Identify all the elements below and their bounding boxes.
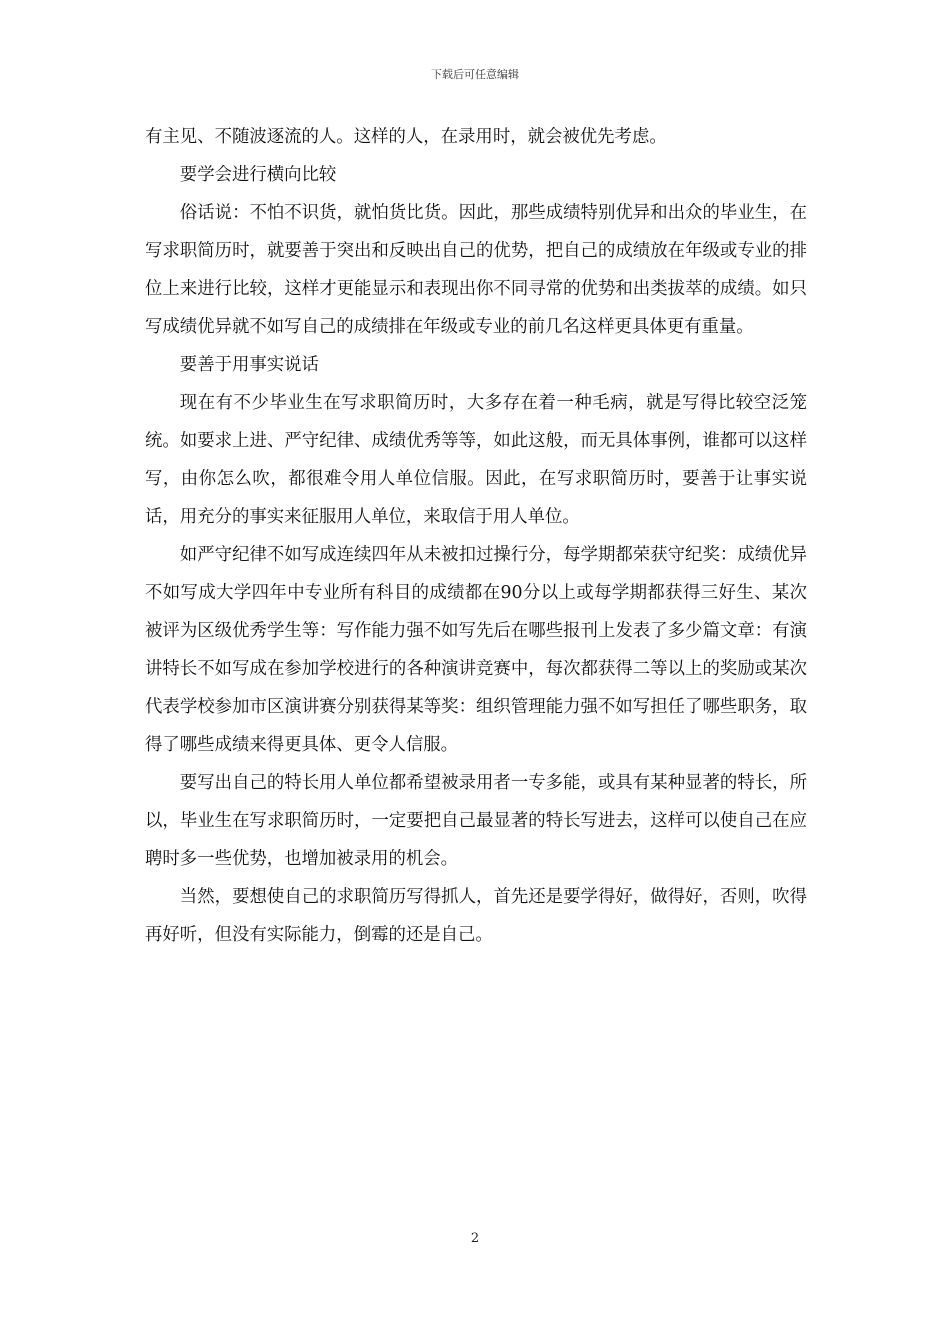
section-heading: 要善于用事实说话 xyxy=(179,355,319,375)
paragraph: 俗话说：不怕不识货，就怕货比货。因此，那些成绩特别优异和出众的毕业生，在写求职简历时，就要善于突出和反映出自己的优势，把自己的成绩放在年级或专业的排位上来进行比较，这样才更能显示和表现出你不同寻常的优势和出类拔萃的成绩。如只写成绩优异就不如写自己的成绩排在年级或专业的前几名这样更具体更有重量。 xyxy=(145,203,807,337)
document-body xyxy=(145,118,807,954)
paragraph: 现在有不少毕业生在写求职简历时，大多存在着一种毛病，就是写得比较空泛笼统。如要求上进、严守纪律、成绩优秀等等，如此这般，而无具体事例，谁都可以这样写，由你怎么吹，都很难令用人单位信服。因此，在写求职简历时，要善于让事实说话，用充分的事实来征服用人单位，来取信于用人单位。 xyxy=(145,393,807,527)
paragraph: 有主见、不随波逐流的人。这样的人，在录用时，就会被优先考虑。 xyxy=(145,127,667,147)
paragraph: 当然，要想使自己的求职简历写得抓人，首先还是要学得好，做得好，否则，吹得再好听，但没有实际能力，倒霉的还是自己。 xyxy=(145,887,807,945)
paragraph: 如严守纪律不如写成连续四年从未被扣过操行分，每学期都荣获守纪奖：成绩优异不如写成大学四年中专业所有科目的成绩都在90分以上或每学期都获得三好生、某次被评为区级优秀学生等：写作能力强不如写先后在哪些报刊上发表了多少篇文章：有演讲特长不如写成在参加学校进行的各种演讲竞赛中，每次都获得二等以上的奖励或某次代表学校参加市区演讲赛分别获得某等奖：组织管理能力强不如写担任了哪些职务，取得了哪些成绩来得更具体、更令人信服。 xyxy=(145,545,807,755)
page-header: 下载后可任意编辑 xyxy=(431,68,519,81)
section-heading: 要学会进行横向比较 xyxy=(179,165,337,185)
paragraph: 要写出自己的特长用人单位都希望被录用者一专多能，或具有某种显著的特长，所以，毕业生在写求职简历时，一定要把自己最显著的特长写进去，这样可以使自己在应聘时多一些优势，也增加被录用的机会。 xyxy=(145,773,807,869)
page-number: 2 xyxy=(470,1231,480,1246)
